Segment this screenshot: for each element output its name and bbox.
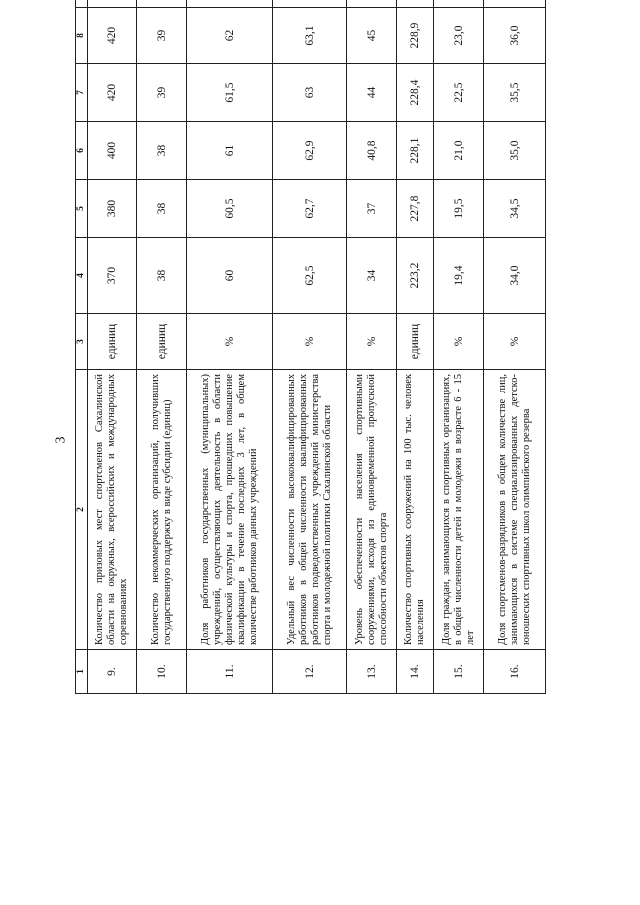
row-description: Доля спортсменов-разрядников в общем количестве лиц, занимающихся в системе специализированных детско-юношеских спортивных школ олимпийского резерва [484, 370, 546, 650]
row-value: 62,5 [273, 238, 347, 314]
row-value: 420 [88, 64, 137, 122]
row-value: 34,0 [484, 238, 546, 314]
row-unit: единиц [397, 314, 434, 370]
row-value [434, 0, 484, 8]
row-unit: % [434, 314, 484, 370]
row-value: 39 [137, 64, 187, 122]
column-header: 6 [76, 122, 88, 180]
row-description: Удельный вес численности высококвалифицированных работников в общей численности квалифицированных работников подведомственных учреждений министерства спорта и молодежной политики Сахалинской области [273, 370, 347, 650]
row-value: 62,9 [273, 122, 347, 180]
row-value: 36,0 [484, 8, 546, 64]
row-value: 34,5 [484, 180, 546, 238]
row-value [484, 0, 546, 8]
row-description: Доля работников государственных (муниципальных) учреждений, осуществляющих деятельность в области физической культуры и спорта, прошедших повышение квалификации в течение последних 3 лет, в общем количестве работников данных учреждений [187, 370, 273, 650]
row-value [187, 0, 273, 8]
row-value: 44 [347, 64, 397, 122]
rotated-document [75, 22, 640, 694]
row-unit: % [273, 314, 347, 370]
row-description: Доля граждан, занимающихся в спортивных организациях, в общей численности детей и молодежи в возрасте 6 - 15 лет [434, 370, 484, 650]
column-header: 1 [76, 650, 88, 694]
table-row [434, 0, 484, 694]
column-header: 7 [76, 64, 88, 122]
row-number: 9. [88, 650, 137, 694]
row-value: 38 [137, 122, 187, 180]
row-unit: % [187, 314, 273, 370]
row-value: 61,5 [187, 64, 273, 122]
row-description: Количество призовых мест спортсменов Сахалинской области на окружных, всероссийских и международных соревнованиях [88, 370, 137, 650]
row-description: Количество спортивных сооружений на 100 тыс. человек населения [397, 370, 434, 650]
row-number: 14. [397, 650, 434, 694]
row-unit: единиц [88, 314, 137, 370]
row-value: 370 [88, 238, 137, 314]
row-number: 12. [273, 650, 347, 694]
row-unit: % [347, 314, 397, 370]
row-value: 223,2 [397, 238, 434, 314]
column-header: 3 [76, 314, 88, 370]
row-value: 35,0 [484, 122, 546, 180]
row-value: 39 [137, 8, 187, 64]
row-value [137, 0, 187, 8]
indicators-table [75, 0, 546, 694]
row-value [397, 0, 434, 8]
table-row [484, 0, 546, 694]
row-number: 10. [137, 650, 187, 694]
row-value: 400 [88, 122, 137, 180]
header-row [76, 0, 88, 694]
row-value: 34 [347, 238, 397, 314]
row-value: 38 [137, 180, 187, 238]
row-value: 228,9 [397, 8, 434, 64]
row-value: 420 [88, 8, 137, 64]
row-value: 38 [137, 238, 187, 314]
row-value [88, 0, 137, 8]
row-value: 228,4 [397, 64, 434, 122]
table-row [88, 0, 137, 694]
row-value: 380 [88, 180, 137, 238]
row-value: 35,5 [484, 64, 546, 122]
table-row [347, 0, 397, 694]
row-number: 16. [484, 650, 546, 694]
row-value: 23,0 [434, 8, 484, 64]
row-value: 19,5 [434, 180, 484, 238]
column-header: 8 [76, 8, 88, 64]
row-value: 63,1 [273, 8, 347, 64]
row-number: 15. [434, 650, 484, 694]
row-value: 40,8 [347, 122, 397, 180]
table-row [273, 0, 347, 694]
table-row [187, 0, 273, 694]
row-value: 60 [187, 238, 273, 314]
page-number: 3 [53, 436, 69, 444]
row-value: 62 [187, 8, 273, 64]
row-number: 13. [347, 650, 397, 694]
column-header: 4 [76, 238, 88, 314]
row-value: 227,8 [397, 180, 434, 238]
table-row [137, 0, 187, 694]
row-value: 22,5 [434, 64, 484, 122]
row-value: 60,5 [187, 180, 273, 238]
row-number: 11. [187, 650, 273, 694]
row-value: 63 [273, 64, 347, 122]
row-value: 37 [347, 180, 397, 238]
row-value: 21,0 [434, 122, 484, 180]
row-value [347, 0, 397, 8]
row-value: 45 [347, 8, 397, 64]
row-value: 62,7 [273, 180, 347, 238]
row-unit: единиц [137, 314, 187, 370]
table-row [397, 0, 434, 694]
row-description: Уровень обеспеченности населения спортивными сооружениями, исходя из единовременной пропускной способности объектов спорта [347, 370, 397, 650]
row-unit: % [484, 314, 546, 370]
row-value [273, 0, 347, 8]
row-value: 61 [187, 122, 273, 180]
column-header [76, 0, 88, 8]
column-header: 5 [76, 180, 88, 238]
row-value: 228,1 [397, 122, 434, 180]
row-value: 19,4 [434, 238, 484, 314]
row-description: Количество некоммерческих организаций, получивших государственную поддержку в виде субсидии (единиц) [137, 370, 187, 650]
column-header: 2 [76, 370, 88, 650]
